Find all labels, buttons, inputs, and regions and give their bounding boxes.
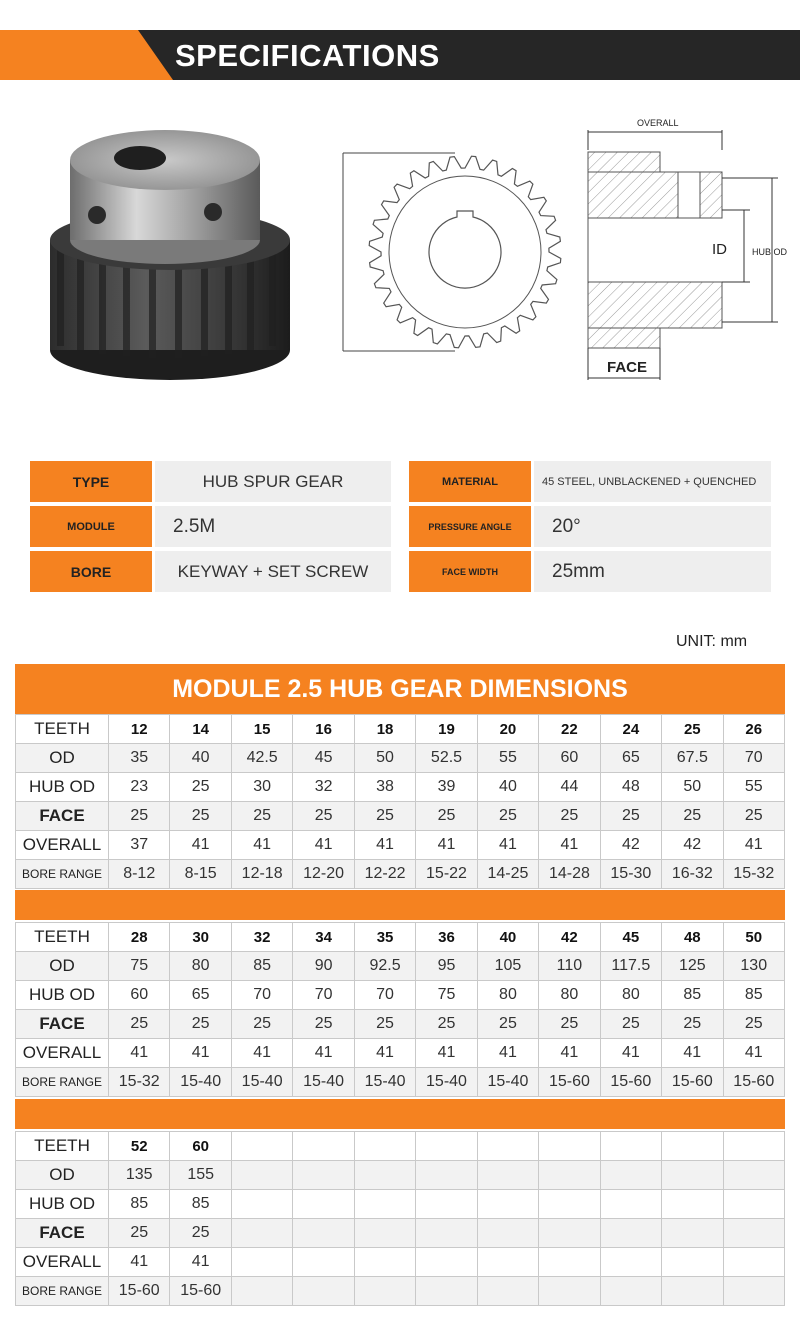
spec-row-pressure-angle — [409, 506, 771, 547]
teeth-cell: 26 — [723, 715, 784, 744]
empty-cell — [354, 1219, 415, 1248]
table-cell: 25 — [170, 802, 231, 831]
table-cell: 41 — [170, 1248, 231, 1277]
table-cell: 25 — [231, 1010, 292, 1039]
gear-section-diagram — [580, 110, 795, 400]
table-cell: 70 — [354, 981, 415, 1010]
spec-row-face-width — [409, 551, 771, 592]
table-cell: 25 — [293, 802, 354, 831]
table-cell: 15-40 — [293, 1068, 354, 1097]
empty-cell — [354, 1248, 415, 1277]
spec-value: 25mm — [534, 551, 771, 592]
spec-label: TYPE — [30, 461, 152, 502]
table-cell: 41 — [109, 1039, 170, 1068]
table-cell: 15-60 — [170, 1277, 231, 1306]
table-cell: 41 — [231, 1039, 292, 1068]
table-cell: 40 — [477, 773, 538, 802]
od-row — [16, 1161, 785, 1190]
empty-cell — [231, 1248, 292, 1277]
empty-cell — [416, 1161, 477, 1190]
row-label: BORE RANGE — [16, 1277, 109, 1306]
table-cell: 25 — [723, 802, 784, 831]
table-cell: 41 — [416, 831, 477, 860]
table-cell: 55 — [477, 744, 538, 773]
face-label: FACE — [607, 359, 648, 376]
row-label: OVERALL — [16, 1039, 109, 1068]
empty-cell — [293, 1277, 354, 1306]
table-cell: 44 — [539, 773, 600, 802]
table-cell: 25 — [109, 802, 170, 831]
table-cell: 110 — [539, 952, 600, 981]
table-cell: 41 — [723, 831, 784, 860]
empty-cell — [416, 1248, 477, 1277]
od-row — [16, 952, 785, 981]
spec-row-bore — [30, 551, 391, 592]
table-cell: 41 — [477, 1039, 538, 1068]
table-cell: 41 — [539, 1039, 600, 1068]
table-cell: 25 — [477, 1010, 538, 1039]
table-cell: 15-60 — [723, 1068, 784, 1097]
table-cell: 15-60 — [600, 1068, 661, 1097]
empty-cell — [416, 1277, 477, 1306]
spec-label: FACE WIDTH — [409, 551, 531, 592]
bore-range-row — [16, 1068, 785, 1097]
table-cell: 25 — [416, 1010, 477, 1039]
dimensions-table-2 — [15, 922, 785, 1097]
table-cell: 15-60 — [109, 1277, 170, 1306]
table-cell: 15-40 — [231, 1068, 292, 1097]
table-cell: 85 — [723, 981, 784, 1010]
spec-value: 2.5M — [155, 506, 391, 547]
empty-cell — [723, 1248, 784, 1277]
dimensions-table-1 — [15, 714, 785, 889]
table-cell: 125 — [662, 952, 723, 981]
table-cell: 38 — [354, 773, 415, 802]
od-row — [16, 744, 785, 773]
spec-value: HUB SPUR GEAR — [155, 461, 391, 502]
table-cell: 70 — [723, 744, 784, 773]
teeth-cell: 22 — [539, 715, 600, 744]
teeth-cell: 16 — [293, 715, 354, 744]
table-cell: 25 — [293, 1010, 354, 1039]
empty-cell — [662, 1277, 723, 1306]
table-cell: 67.5 — [662, 744, 723, 773]
table-cell: 25 — [600, 1010, 661, 1039]
row-label: OD — [16, 744, 109, 773]
table-cell: 65 — [170, 981, 231, 1010]
table-cell: 41 — [600, 1039, 661, 1068]
empty-cell — [539, 1277, 600, 1306]
table-separator — [15, 1099, 785, 1129]
spec-label: MATERIAL — [409, 461, 531, 502]
overall-row — [16, 1248, 785, 1277]
row-label: HUB OD — [16, 1190, 109, 1219]
bore-range-row — [16, 860, 785, 889]
table-cell: 25 — [539, 802, 600, 831]
gear-front-diagram — [335, 145, 575, 360]
teeth-cell: 36 — [416, 923, 477, 952]
empty-cell — [539, 1219, 600, 1248]
gear-photo-image — [35, 120, 295, 400]
teeth-cell: 14 — [170, 715, 231, 744]
table-cell: 105 — [477, 952, 538, 981]
table-cell: 41 — [354, 831, 415, 860]
face-row — [16, 1010, 785, 1039]
table-cell: 70 — [293, 981, 354, 1010]
row-label: TEETH — [16, 923, 109, 952]
table-cell: 8-15 — [170, 860, 231, 889]
teeth-cell: 60 — [170, 1132, 231, 1161]
table-cell: 135 — [109, 1161, 170, 1190]
spec-label: BORE — [30, 551, 152, 592]
table-cell: 25 — [354, 1010, 415, 1039]
empty-cell — [539, 1132, 600, 1161]
empty-cell — [477, 1190, 538, 1219]
table-cell: 14-28 — [539, 860, 600, 889]
table-cell: 48 — [600, 773, 661, 802]
empty-cell — [231, 1190, 292, 1219]
table-cell: 35 — [109, 744, 170, 773]
table-cell: 12-20 — [293, 860, 354, 889]
empty-cell — [723, 1277, 784, 1306]
teeth-cell: 52 — [109, 1132, 170, 1161]
table-cell: 45 — [293, 744, 354, 773]
table-cell: 92.5 — [354, 952, 415, 981]
table-cell: 15-32 — [109, 1068, 170, 1097]
table-cell: 16-32 — [662, 860, 723, 889]
table-cell: 41 — [662, 1039, 723, 1068]
teeth-cell: 12 — [109, 715, 170, 744]
empty-cell — [416, 1132, 477, 1161]
hub-od-row — [16, 981, 785, 1010]
empty-cell — [600, 1248, 661, 1277]
table-cell: 52.5 — [416, 744, 477, 773]
table-cell: 8-12 — [109, 860, 170, 889]
table-cell: 12-18 — [231, 860, 292, 889]
teeth-row — [16, 1132, 785, 1161]
spec-row-type — [30, 461, 391, 502]
overall-row — [16, 831, 785, 860]
table-cell: 25 — [354, 802, 415, 831]
table-cell: 12-22 — [354, 860, 415, 889]
table-cell: 41 — [354, 1039, 415, 1068]
spec-value: 20° — [534, 506, 771, 547]
teeth-row — [16, 923, 785, 952]
dimensions-title: MODULE 2.5 HUB GEAR DIMENSIONS — [15, 664, 785, 714]
empty-cell — [600, 1219, 661, 1248]
table-cell: 55 — [723, 773, 784, 802]
table-cell: 41 — [170, 1039, 231, 1068]
spec-label: PRESSURE ANGLE — [409, 506, 531, 547]
empty-cell — [293, 1248, 354, 1277]
table-cell: 25 — [109, 1010, 170, 1039]
empty-cell — [600, 1277, 661, 1306]
teeth-cell: 25 — [662, 715, 723, 744]
table-cell: 14-25 — [477, 860, 538, 889]
table-cell: 40 — [170, 744, 231, 773]
table-cell: 50 — [662, 773, 723, 802]
face-row — [16, 802, 785, 831]
table-cell: 25 — [170, 1219, 231, 1248]
teeth-cell: 35 — [354, 923, 415, 952]
table-cell: 60 — [539, 744, 600, 773]
table-cell: 155 — [170, 1161, 231, 1190]
table-cell: 25 — [170, 773, 231, 802]
table-cell: 25 — [662, 1010, 723, 1039]
spec-table-left — [30, 461, 391, 591]
spec-value: 45 STEEL, UNBLACKENED + QUENCHED — [534, 461, 771, 502]
empty-cell — [723, 1161, 784, 1190]
row-label: FACE — [16, 802, 109, 831]
table-cell: 41 — [231, 831, 292, 860]
empty-cell — [477, 1248, 538, 1277]
table-cell: 41 — [539, 831, 600, 860]
table-cell: 25 — [723, 1010, 784, 1039]
empty-cell — [231, 1132, 292, 1161]
row-label: TEETH — [16, 1132, 109, 1161]
table-cell: 117.5 — [600, 952, 661, 981]
teeth-cell: 15 — [231, 715, 292, 744]
teeth-cell: 32 — [231, 923, 292, 952]
table-cell: 60 — [109, 981, 170, 1010]
teeth-cell: 45 — [600, 923, 661, 952]
bore-range-row — [16, 1277, 785, 1306]
empty-cell — [293, 1219, 354, 1248]
table-cell: 95 — [416, 952, 477, 981]
table-cell: 15-40 — [477, 1068, 538, 1097]
empty-cell — [662, 1161, 723, 1190]
teeth-cell: 19 — [416, 715, 477, 744]
table-cell: 75 — [416, 981, 477, 1010]
table-cell: 41 — [416, 1039, 477, 1068]
empty-cell — [477, 1277, 538, 1306]
row-label: FACE — [16, 1010, 109, 1039]
table-cell: 85 — [109, 1190, 170, 1219]
empty-cell — [662, 1248, 723, 1277]
table-cell: 85 — [662, 981, 723, 1010]
empty-cell — [477, 1161, 538, 1190]
empty-cell — [600, 1161, 661, 1190]
teeth-cell: 48 — [662, 923, 723, 952]
teeth-cell: 30 — [170, 923, 231, 952]
empty-cell — [723, 1132, 784, 1161]
spec-label: MODULE — [30, 506, 152, 547]
empty-cell — [723, 1219, 784, 1248]
table-cell: 15-40 — [354, 1068, 415, 1097]
empty-cell — [416, 1219, 477, 1248]
spec-row-material — [409, 461, 771, 502]
table-cell: 80 — [600, 981, 661, 1010]
unit-label: UNIT: mm — [676, 633, 748, 650]
empty-cell — [539, 1190, 600, 1219]
dimensions-table-3 — [15, 1131, 785, 1306]
table-separator — [15, 890, 785, 920]
table-cell: 85 — [231, 952, 292, 981]
row-label: FACE — [16, 1219, 109, 1248]
spec-value: KEYWAY + SET SCREW — [155, 551, 391, 592]
table-cell: 42.5 — [231, 744, 292, 773]
row-label: TEETH — [16, 715, 109, 744]
table-cell: 65 — [600, 744, 661, 773]
teeth-cell: 20 — [477, 715, 538, 744]
table-cell: 25 — [600, 802, 661, 831]
empty-cell — [354, 1277, 415, 1306]
table-cell: 42 — [662, 831, 723, 860]
table-cell: 41 — [723, 1039, 784, 1068]
table-cell: 39 — [416, 773, 477, 802]
teeth-row — [16, 715, 785, 744]
table-cell: 25 — [109, 1219, 170, 1248]
table-cell: 41 — [477, 831, 538, 860]
row-label: HUB OD — [16, 773, 109, 802]
table-cell: 42 — [600, 831, 661, 860]
overall-label: OVERALL — [637, 118, 679, 128]
hub-od-row — [16, 1190, 785, 1219]
empty-cell — [416, 1190, 477, 1219]
table-cell: 15-22 — [416, 860, 477, 889]
empty-cell — [539, 1248, 600, 1277]
table-cell: 41 — [293, 1039, 354, 1068]
row-label: OD — [16, 952, 109, 981]
empty-cell — [231, 1277, 292, 1306]
empty-cell — [662, 1190, 723, 1219]
row-label: OVERALL — [16, 831, 109, 860]
table-cell: 15-40 — [170, 1068, 231, 1097]
table-cell: 15-30 — [600, 860, 661, 889]
table-cell: 41 — [109, 1248, 170, 1277]
table-cell: 25 — [231, 802, 292, 831]
face-row — [16, 1219, 785, 1248]
table-cell: 25 — [416, 802, 477, 831]
empty-cell — [354, 1161, 415, 1190]
row-label: BORE RANGE — [16, 1068, 109, 1097]
teeth-cell: 34 — [293, 923, 354, 952]
table-cell: 30 — [231, 773, 292, 802]
table-cell: 41 — [170, 831, 231, 860]
empty-cell — [723, 1190, 784, 1219]
spec-table-right — [409, 461, 771, 591]
row-label: BORE RANGE — [16, 860, 109, 889]
overall-row — [16, 1039, 785, 1068]
table-cell: 32 — [293, 773, 354, 802]
teeth-cell: 28 — [109, 923, 170, 952]
table-cell: 80 — [477, 981, 538, 1010]
spec-row-module — [30, 506, 391, 547]
empty-cell — [600, 1190, 661, 1219]
teeth-cell: 40 — [477, 923, 538, 952]
table-cell: 15-32 — [723, 860, 784, 889]
page-title: SPECIFICATIONS — [175, 38, 440, 73]
empty-cell — [662, 1132, 723, 1161]
table-cell: 25 — [477, 802, 538, 831]
teeth-cell: 50 — [723, 923, 784, 952]
teeth-cell: 18 — [354, 715, 415, 744]
empty-cell — [231, 1161, 292, 1190]
table-cell: 130 — [723, 952, 784, 981]
table-cell: 25 — [662, 802, 723, 831]
table-cell: 41 — [293, 831, 354, 860]
empty-cell — [231, 1219, 292, 1248]
row-label: OVERALL — [16, 1248, 109, 1277]
table-cell: 37 — [109, 831, 170, 860]
table-cell: 80 — [170, 952, 231, 981]
table-cell: 90 — [293, 952, 354, 981]
hub-od-label: HUB OD — [752, 247, 788, 257]
empty-cell — [293, 1161, 354, 1190]
table-cell: 15-40 — [416, 1068, 477, 1097]
empty-cell — [600, 1132, 661, 1161]
table-cell: 75 — [109, 952, 170, 981]
page-header — [0, 30, 800, 80]
empty-cell — [477, 1132, 538, 1161]
empty-cell — [293, 1132, 354, 1161]
row-label: OD — [16, 1161, 109, 1190]
empty-cell — [293, 1190, 354, 1219]
table-cell: 25 — [170, 1010, 231, 1039]
id-label: ID — [712, 241, 727, 258]
empty-cell — [539, 1161, 600, 1190]
empty-cell — [354, 1132, 415, 1161]
teeth-cell: 24 — [600, 715, 661, 744]
table-cell: 15-60 — [539, 1068, 600, 1097]
table-cell: 15-60 — [662, 1068, 723, 1097]
empty-cell — [477, 1219, 538, 1248]
row-label: HUB OD — [16, 981, 109, 1010]
table-cell: 70 — [231, 981, 292, 1010]
table-cell: 85 — [170, 1190, 231, 1219]
empty-cell — [662, 1219, 723, 1248]
teeth-cell: 42 — [539, 923, 600, 952]
table-cell: 80 — [539, 981, 600, 1010]
table-cell: 23 — [109, 773, 170, 802]
table-cell: 25 — [539, 1010, 600, 1039]
empty-cell — [354, 1190, 415, 1219]
table-cell: 50 — [354, 744, 415, 773]
hub-od-row — [16, 773, 785, 802]
